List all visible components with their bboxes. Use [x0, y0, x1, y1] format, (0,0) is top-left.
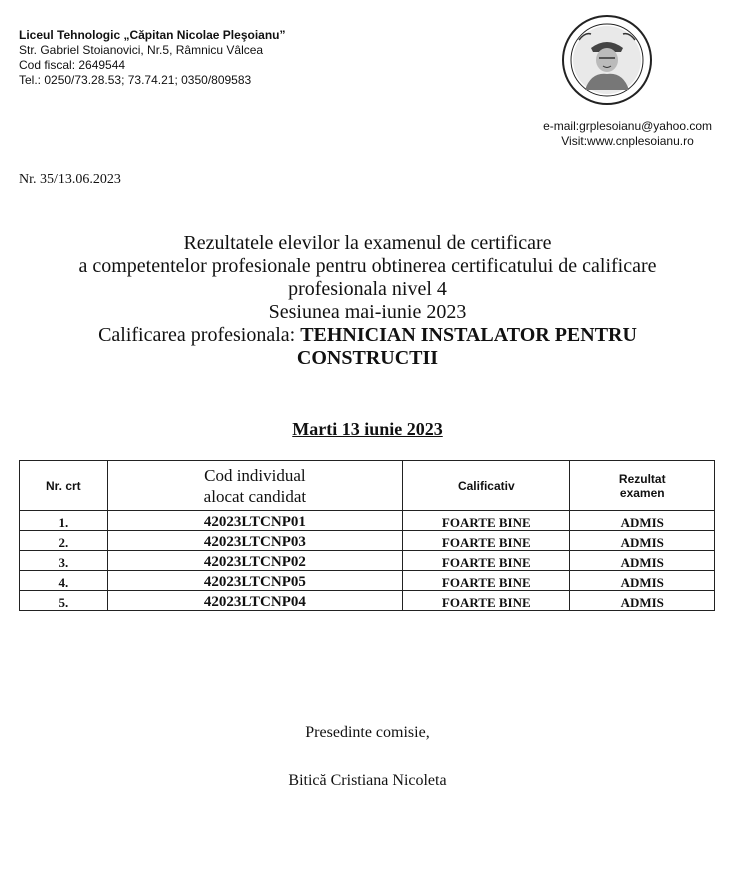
table-header-row	[20, 461, 715, 511]
registration-number: Nr. 35/13.06.2023	[19, 172, 121, 187]
fiscal-code: Cod fiscal: 2649544	[19, 58, 126, 72]
header-result	[570, 461, 715, 511]
school-seal-icon	[561, 14, 653, 106]
row-nr: 4.	[20, 571, 108, 591]
title-line-1: Rezultatele elevilor la examenul de certificare	[183, 232, 552, 254]
row-nr: 3.	[20, 551, 108, 571]
signature-name: Bitică Cristiana Nicoleta	[288, 772, 447, 789]
phone-numbers: Tel.: 0250/73.28.53; 73.74.21; 0350/809583	[19, 73, 252, 87]
row-code: 42023LTCNP01	[107, 511, 402, 531]
row-calificativ: FOARTE BINE	[403, 551, 570, 571]
header-result-line-1: Rezultat	[618, 471, 666, 486]
header-result-line-2: examen	[619, 485, 665, 500]
row-result: ADMIS	[570, 591, 715, 611]
table-row	[20, 551, 715, 571]
row-result: ADMIS	[570, 531, 715, 551]
school-header	[19, 28, 286, 88]
header-code-line-2: alocat candidat	[203, 486, 307, 506]
row-calificativ: FOARTE BINE	[403, 531, 570, 551]
table-row	[20, 571, 715, 591]
qualification-label: Calificarea profesionala:	[98, 324, 301, 346]
row-result: ADMIS	[570, 571, 715, 591]
results-table	[19, 460, 715, 611]
row-code: 42023LTCNP04	[107, 591, 402, 611]
header-nr: Nr. crt	[20, 461, 108, 511]
row-nr: 5.	[20, 591, 108, 611]
title-line-4: Sesiunea mai-iunie 2023	[268, 301, 467, 323]
table-row	[20, 511, 715, 531]
title-line-2: a competentelor profesionale pentru obtinerea certificatului de calificare	[78, 255, 657, 277]
row-result: ADMIS	[570, 551, 715, 571]
row-code: 42023LTCNP02	[107, 551, 402, 571]
title-line-3: profesionala nivel 4	[288, 278, 447, 300]
row-code: 42023LTCNP03	[107, 531, 402, 551]
exam-date: Marti 13 iunie 2023	[292, 419, 443, 439]
header-code-line-1: Cod individual	[204, 465, 306, 485]
row-calificativ: FOARTE BINE	[403, 591, 570, 611]
row-nr: 2.	[20, 531, 108, 551]
contact-info	[543, 119, 712, 149]
qualification-line	[0, 324, 735, 370]
row-calificativ: FOARTE BINE	[403, 571, 570, 591]
row-calificativ: FOARTE BINE	[403, 511, 570, 531]
email-address: e-mail:grplesoianu@yahoo.com	[543, 119, 712, 133]
row-code: 42023LTCNP05	[107, 571, 402, 591]
document-title	[0, 232, 735, 370]
table-row	[20, 531, 715, 551]
website-address: Visit:www.cnplesoianu.ro	[561, 134, 694, 148]
header-code	[107, 461, 402, 511]
table-row	[20, 591, 715, 611]
row-nr: 1.	[20, 511, 108, 531]
header-calificativ: Calificativ	[403, 461, 570, 511]
row-result: ADMIS	[570, 511, 715, 531]
school-name: Liceul Tehnologic „Căpitan Nicolae Pleşoianu”	[19, 28, 286, 42]
signature-role: Presedinte comisie,	[305, 724, 430, 741]
qualification-value: TEHNICIAN INSTALATOR PENTRU CONSTRUCTII	[296, 324, 637, 369]
school-address: Str. Gabriel Stoianovici, Nr.5, Râmnicu Vâlcea	[19, 43, 264, 57]
